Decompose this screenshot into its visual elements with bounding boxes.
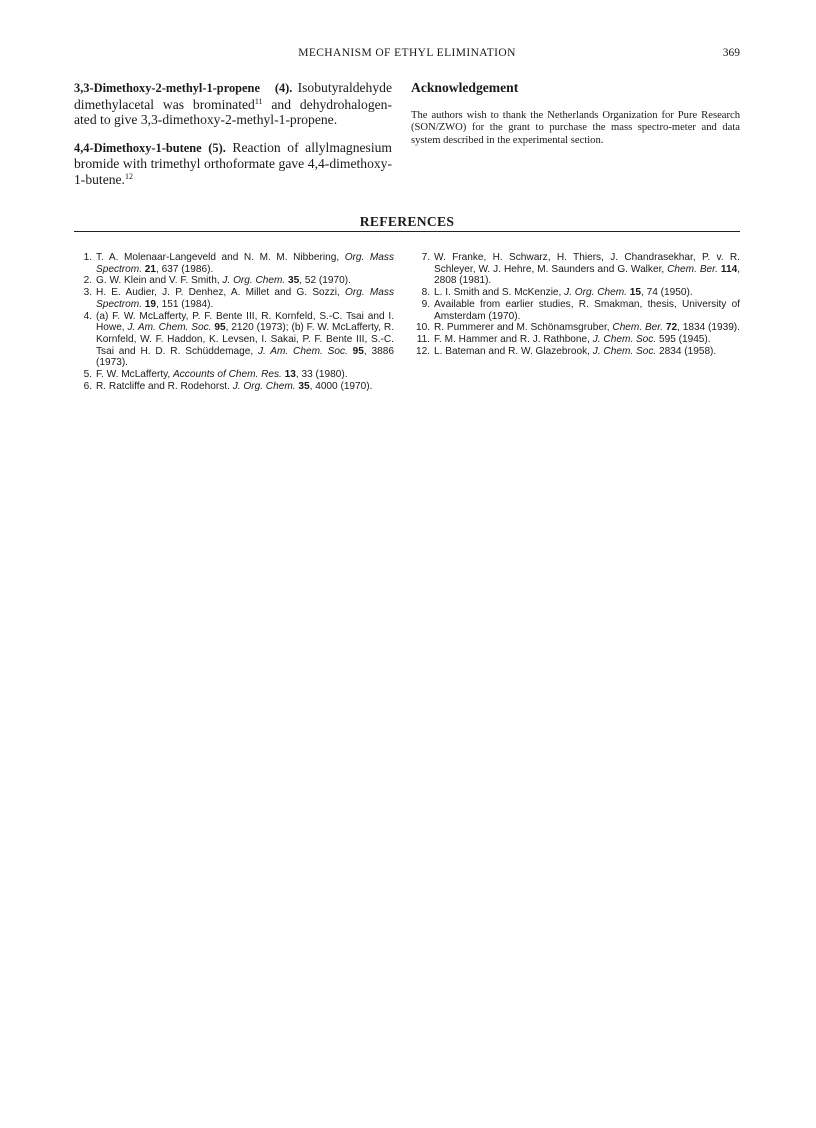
reference-item: 7. W. Franke, H. Schwarz, H. Thiers, J. Chandrasekhar, P. v. R. Schleyer, W. J. Hehre, M. Saunders and G. Walker, Chem. Ber. 114, 2808 (1981). — [414, 252, 740, 287]
experimental-column — [74, 80, 392, 199]
acknowledgement-text: The authors wish to thank the Netherlands Organization for Pure Research (SON/ZWO) for the grant to purchase the mass spectro-meter and data system described in the experimental section. — [411, 110, 740, 146]
citation-12: 12 — [124, 171, 133, 181]
reference-number: 1. — [83, 252, 92, 263]
reference-number: 10. — [415, 322, 430, 334]
volume: 13 — [281, 369, 296, 381]
journal-name: J. Am. Chem. Soc. — [257, 345, 348, 357]
volume: 19 — [142, 298, 157, 310]
reference-number: 3. — [83, 287, 92, 299]
reference-number: 12. — [415, 345, 430, 357]
reference-item: 10. R. Pummerer and M. Schönamsgruber, Chem. Ber. 72, 1834 (1939). — [415, 322, 740, 334]
reference-item: 2. G. W. Klein and V. F. Smith, J. Org. Chem. 35, 52 (1970). — [78, 275, 394, 287]
journal-name: Chem. Ber. — [612, 322, 664, 334]
journal-name: J. Org. Chem. — [232, 380, 296, 392]
reference-item: 5. F. W. McLafferty, Accounts of Chem. Res. 13, 33 (1980). — [78, 369, 394, 381]
reference-item: 3. H. E. Audier, J. P. Denhez, A. Millet and G. Sozzi, Org. Mass Spectrom. 19, 151 (1984). — [78, 287, 394, 310]
volume: 15 — [626, 287, 642, 299]
acknowledgement-heading: Acknowledgement — [411, 80, 519, 95]
journal-name: J. Org. Chem. — [564, 287, 627, 299]
journal-name: J. Am. Chem. Soc. — [127, 322, 212, 334]
references-heading: REFERENCES — [359, 214, 455, 229]
volume: 35 — [295, 380, 310, 392]
reference-number: 5. — [83, 369, 92, 381]
journal-name: J. Org. Chem. — [222, 275, 286, 287]
volume: 35 — [285, 275, 300, 287]
journal-name: Org. Mass Spectrom. — [96, 252, 394, 275]
journal-name: J. Chem. Soc. — [592, 345, 657, 357]
reference-item: 8. L. I. Smith and S. McKenzie, J. Org. Chem. 15, 74 (1950). — [414, 287, 740, 299]
volume: 21 — [142, 263, 157, 275]
compound-5-heading: 4,4-Dimethoxy-1-butene — [74, 140, 202, 155]
reference-number: 2. — [83, 275, 92, 287]
volume: 72 — [663, 322, 678, 334]
compound-4-paragraph — [74, 80, 392, 128]
acknowledgement-section — [411, 80, 740, 147]
reference-number: 9. — [421, 298, 430, 310]
citation-11: 11 — [254, 96, 263, 106]
references-list-left — [78, 252, 394, 392]
volume: 114 — [717, 263, 738, 275]
journal-name: Accounts of Chem. Res. — [173, 369, 282, 381]
compound-5-text: Reaction of allylmagnesium bromide with trimethyl orthoformate gave 4,4-dimethoxy-1-butene. — [74, 139, 392, 187]
compound-4-text-b: and dehydrohalogen-ated to give 3,3-dimethoxy-2-methyl-1-propene. — [74, 96, 392, 127]
reference-item: 1. T. A. Molenaar-Langeveld and N. M. M. Nibbering, Org. Mass Spectrom. 21, 637 (1986). — [78, 252, 394, 275]
reference-number: 8. — [421, 287, 430, 299]
reference-number: 7. — [421, 252, 430, 263]
reference-item: 11. F. M. Hammer and R. J. Rathbone, J. Chem. Soc. 595 (1945). — [414, 334, 740, 346]
compound-5-number: (5). — [208, 140, 226, 155]
journal-name: J. Chem. Soc. — [592, 333, 657, 345]
reference-number: 4. — [83, 310, 92, 322]
compound-4-text-a: Isobutyraldehyde dimethylacetal was brominated — [74, 80, 392, 112]
running-head — [74, 47, 740, 63]
reference-item: 9. Available from earlier studies, R. Smakman, thesis, University of Amsterdam (1970). — [414, 299, 740, 322]
reference-item: 4. (a) F. W. McLafferty, P. F. Bente III, R. Kornfeld, S.-C. Tsai and I. Howe, J. Am. Chem. Soc. 95, 2120 (1973); (b) F. W. McLafferty, R. Kornfeld, W. F. Haddon, K. Levsen, I. Sakai, P. F. Bente III, S.-C. Tsai and H. D. R. Schüddemage, J. Am. Chem. Soc. 95, 3886 (1973). — [78, 311, 394, 370]
compound-5-paragraph — [74, 140, 392, 188]
reference-item: 6. R. Ratcliffe and R. Rodehorst. J. Org. Chem. 35, 4000 (1970). — [78, 381, 394, 393]
journal-name: Chem. Ber. — [667, 263, 718, 275]
journal-name: Org. Mass Spectrom. — [96, 287, 394, 310]
volume: 95 — [347, 345, 364, 357]
references-list-right — [414, 252, 740, 357]
references-rule — [74, 231, 740, 232]
page-number: 369 — [722, 47, 740, 59]
reference-number: 11. — [416, 333, 430, 345]
compound-4-number: (4). — [274, 81, 293, 95]
reference-item: 12. L. Bateman and R. W. Glazebrook, J. Chem. Soc. 2834 (1958). — [415, 345, 717, 357]
volume: 95 — [211, 322, 226, 334]
running-title: MECHANISM OF ETHYL ELIMINATION — [298, 47, 516, 59]
compound-4-heading: 3,3-Dimethoxy-2-methyl-1-propene — [74, 81, 260, 95]
reference-number: 6. — [83, 380, 92, 392]
